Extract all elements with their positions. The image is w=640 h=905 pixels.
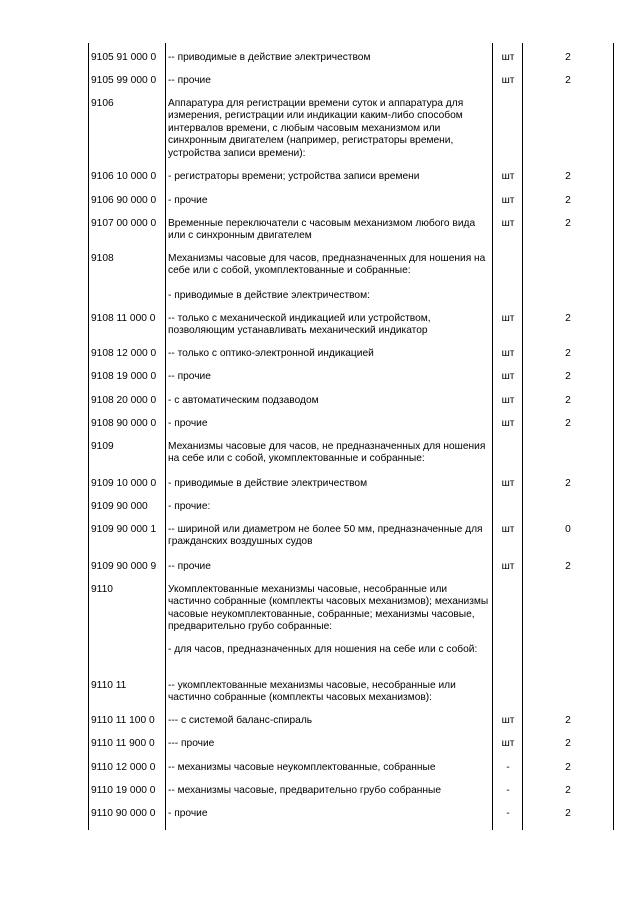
- unit-cell: шт: [501, 75, 515, 86]
- hs-code-cell: 9108 12 000 0: [91, 348, 157, 359]
- duty-rate-cell: 2: [565, 395, 571, 406]
- description-cell: Временные переключатели с часовым механизмом любого вида или с синхронным двигателем: [168, 218, 478, 242]
- duty-rate-cell: 2: [565, 371, 571, 382]
- description-cell: - прочие: [168, 808, 208, 819]
- description-cell: -- только с оптико-электронной индикацией: [168, 348, 374, 359]
- description-cell: Механизмы часовые для часов, не предназначенных для ношения на себе или с собой, укомплектованные и собранные:: [168, 441, 489, 465]
- duty-rate-cell: 2: [565, 313, 571, 324]
- hs-code-cell: 9105 91 000 0: [91, 52, 157, 63]
- unit-cell: -: [506, 808, 510, 819]
- hs-code-cell: 9109 90 000 9: [91, 561, 157, 572]
- description-cell: - прочие: [168, 418, 208, 429]
- duty-rate-cell: 2: [565, 808, 571, 819]
- duty-rate-cell: 2: [565, 762, 571, 773]
- description-cell: -- прочие: [168, 561, 211, 572]
- description-cell: -- механизмы часовые, предварительно грубо собранные: [168, 785, 441, 796]
- duty-rate-cell: 2: [565, 418, 571, 429]
- duty-rate-cell: 2: [565, 218, 571, 229]
- description-cell: Аппаратура для регистрации времени суток и аппаратура для измерения, регистрации или индикации каким-либо способом интервалов времени, с любым часовым механизмом или синхронным двигателем (например, регистраторы времени, устройства записи времени):: [168, 98, 467, 159]
- duty-rate-cell: 2: [565, 348, 571, 359]
- unit-cell: шт: [501, 395, 515, 406]
- description-cell: Механизмы часовые для часов, предназначенных для ношения на себе или с собой, укомплектованные и собранные:: [168, 253, 489, 277]
- unit-cell: шт: [501, 348, 515, 359]
- duty-rate-cell: 2: [565, 52, 571, 63]
- duty-rate-cell: 2: [565, 561, 571, 572]
- unit-cell: шт: [501, 738, 515, 749]
- description-cell: -- только с механической индикацией или устройством, позволяющим устанавливать механический индикатор: [168, 313, 434, 337]
- hs-code-cell: 9109 90 000: [91, 501, 148, 512]
- description-cell: - с автоматическим подзаводом: [168, 395, 319, 406]
- unit-cell: шт: [501, 371, 515, 382]
- description-cell: -- укомплектованные механизмы часовые, несобранные или частично собранные (комплекты часовых механизмов):: [168, 680, 459, 704]
- unit-cell: шт: [501, 313, 515, 324]
- unit-cell: шт: [501, 218, 515, 229]
- unit-cell: шт: [501, 478, 515, 489]
- column-divider: [613, 43, 614, 830]
- hs-code-cell: 9110 90 000 0: [91, 808, 156, 819]
- duty-rate-cell: 2: [565, 738, 571, 749]
- hs-code-cell: 9107 00 000 0: [91, 218, 157, 229]
- hs-code-cell: 9110 12 000 0: [91, 762, 156, 773]
- hs-code-cell: 9108 20 000 0: [91, 395, 157, 406]
- duty-rate-cell: 2: [565, 171, 571, 182]
- column-divider: [492, 43, 493, 830]
- hs-code-cell: 9110 19 000 0: [91, 785, 156, 796]
- hs-code-cell: 9108 90 000 0: [91, 418, 157, 429]
- duty-rate-cell: 2: [565, 75, 571, 86]
- hs-code-cell: 9109: [91, 441, 114, 452]
- unit-cell: шт: [501, 715, 515, 726]
- unit-cell: шт: [501, 171, 515, 182]
- description-cell: Укомплектованные механизмы часовые, несобранные или частично собранные (комплекты часовых механизмов); механизмы часовые неукомплектованные, собранные; механизмы часовые, предварительно грубо собранные:: [168, 584, 492, 633]
- column-divider: [522, 43, 523, 830]
- duty-rate-cell: 2: [565, 715, 571, 726]
- unit-cell: -: [506, 785, 510, 796]
- description-cell: -- шириной или диаметром не более 50 мм, предназначенные для гражданских воздушных судов: [168, 524, 486, 548]
- hs-code-cell: 9110 11: [91, 680, 127, 691]
- hs-code-cell: 9108 11 000 0: [91, 313, 156, 324]
- hs-code-cell: 9105 99 000 0: [91, 75, 157, 86]
- description-cell: --- с системой баланс-спираль: [168, 715, 313, 726]
- hs-code-cell: 9108: [91, 253, 114, 264]
- duty-rate-cell: 2: [565, 195, 571, 206]
- column-divider: [88, 43, 89, 830]
- hs-code-cell: 9110 11 900 0: [91, 738, 155, 749]
- unit-cell: шт: [501, 195, 515, 206]
- description-cell: - приводимые в действие электричеством: [168, 478, 368, 489]
- description-cell: - приводимые в действие электричеством:: [168, 290, 370, 301]
- duty-rate-cell: 2: [565, 785, 571, 796]
- unit-cell: шт: [501, 52, 515, 63]
- unit-cell: -: [506, 762, 510, 773]
- hs-code-cell: 9109 10 000 0: [91, 478, 157, 489]
- unit-cell: шт: [501, 561, 515, 572]
- description-cell: - для часов, предназначенных для ношения на себе или с собой:: [168, 644, 478, 655]
- unit-cell: шт: [501, 524, 515, 535]
- unit-cell: шт: [501, 418, 515, 429]
- description-cell: -- приводимые в действие электричеством: [168, 52, 371, 63]
- duty-rate-cell: 0: [565, 524, 571, 535]
- description-cell: - прочие: [168, 195, 208, 206]
- hs-code-cell: 9110 11 100 0: [91, 715, 155, 726]
- hs-code-cell: 9110: [91, 584, 113, 595]
- column-divider: [165, 43, 166, 830]
- description-cell: - прочие:: [168, 501, 211, 512]
- hs-code-cell: 9106 90 000 0: [91, 195, 157, 206]
- duty-rate-cell: 2: [565, 478, 571, 489]
- hs-code-cell: 9109 90 000 1: [91, 524, 157, 535]
- description-cell: -- прочие: [168, 75, 211, 86]
- hs-code-cell: 9106: [91, 98, 114, 109]
- description-cell: - регистраторы времени; устройства записи времени: [168, 171, 420, 182]
- hs-code-cell: 9106 10 000 0: [91, 171, 157, 182]
- hs-code-cell: 9108 19 000 0: [91, 371, 157, 382]
- description-cell: --- прочие: [168, 738, 215, 749]
- description-cell: -- прочие: [168, 371, 211, 382]
- description-cell: -- механизмы часовые неукомплектованные, собранные: [168, 762, 436, 773]
